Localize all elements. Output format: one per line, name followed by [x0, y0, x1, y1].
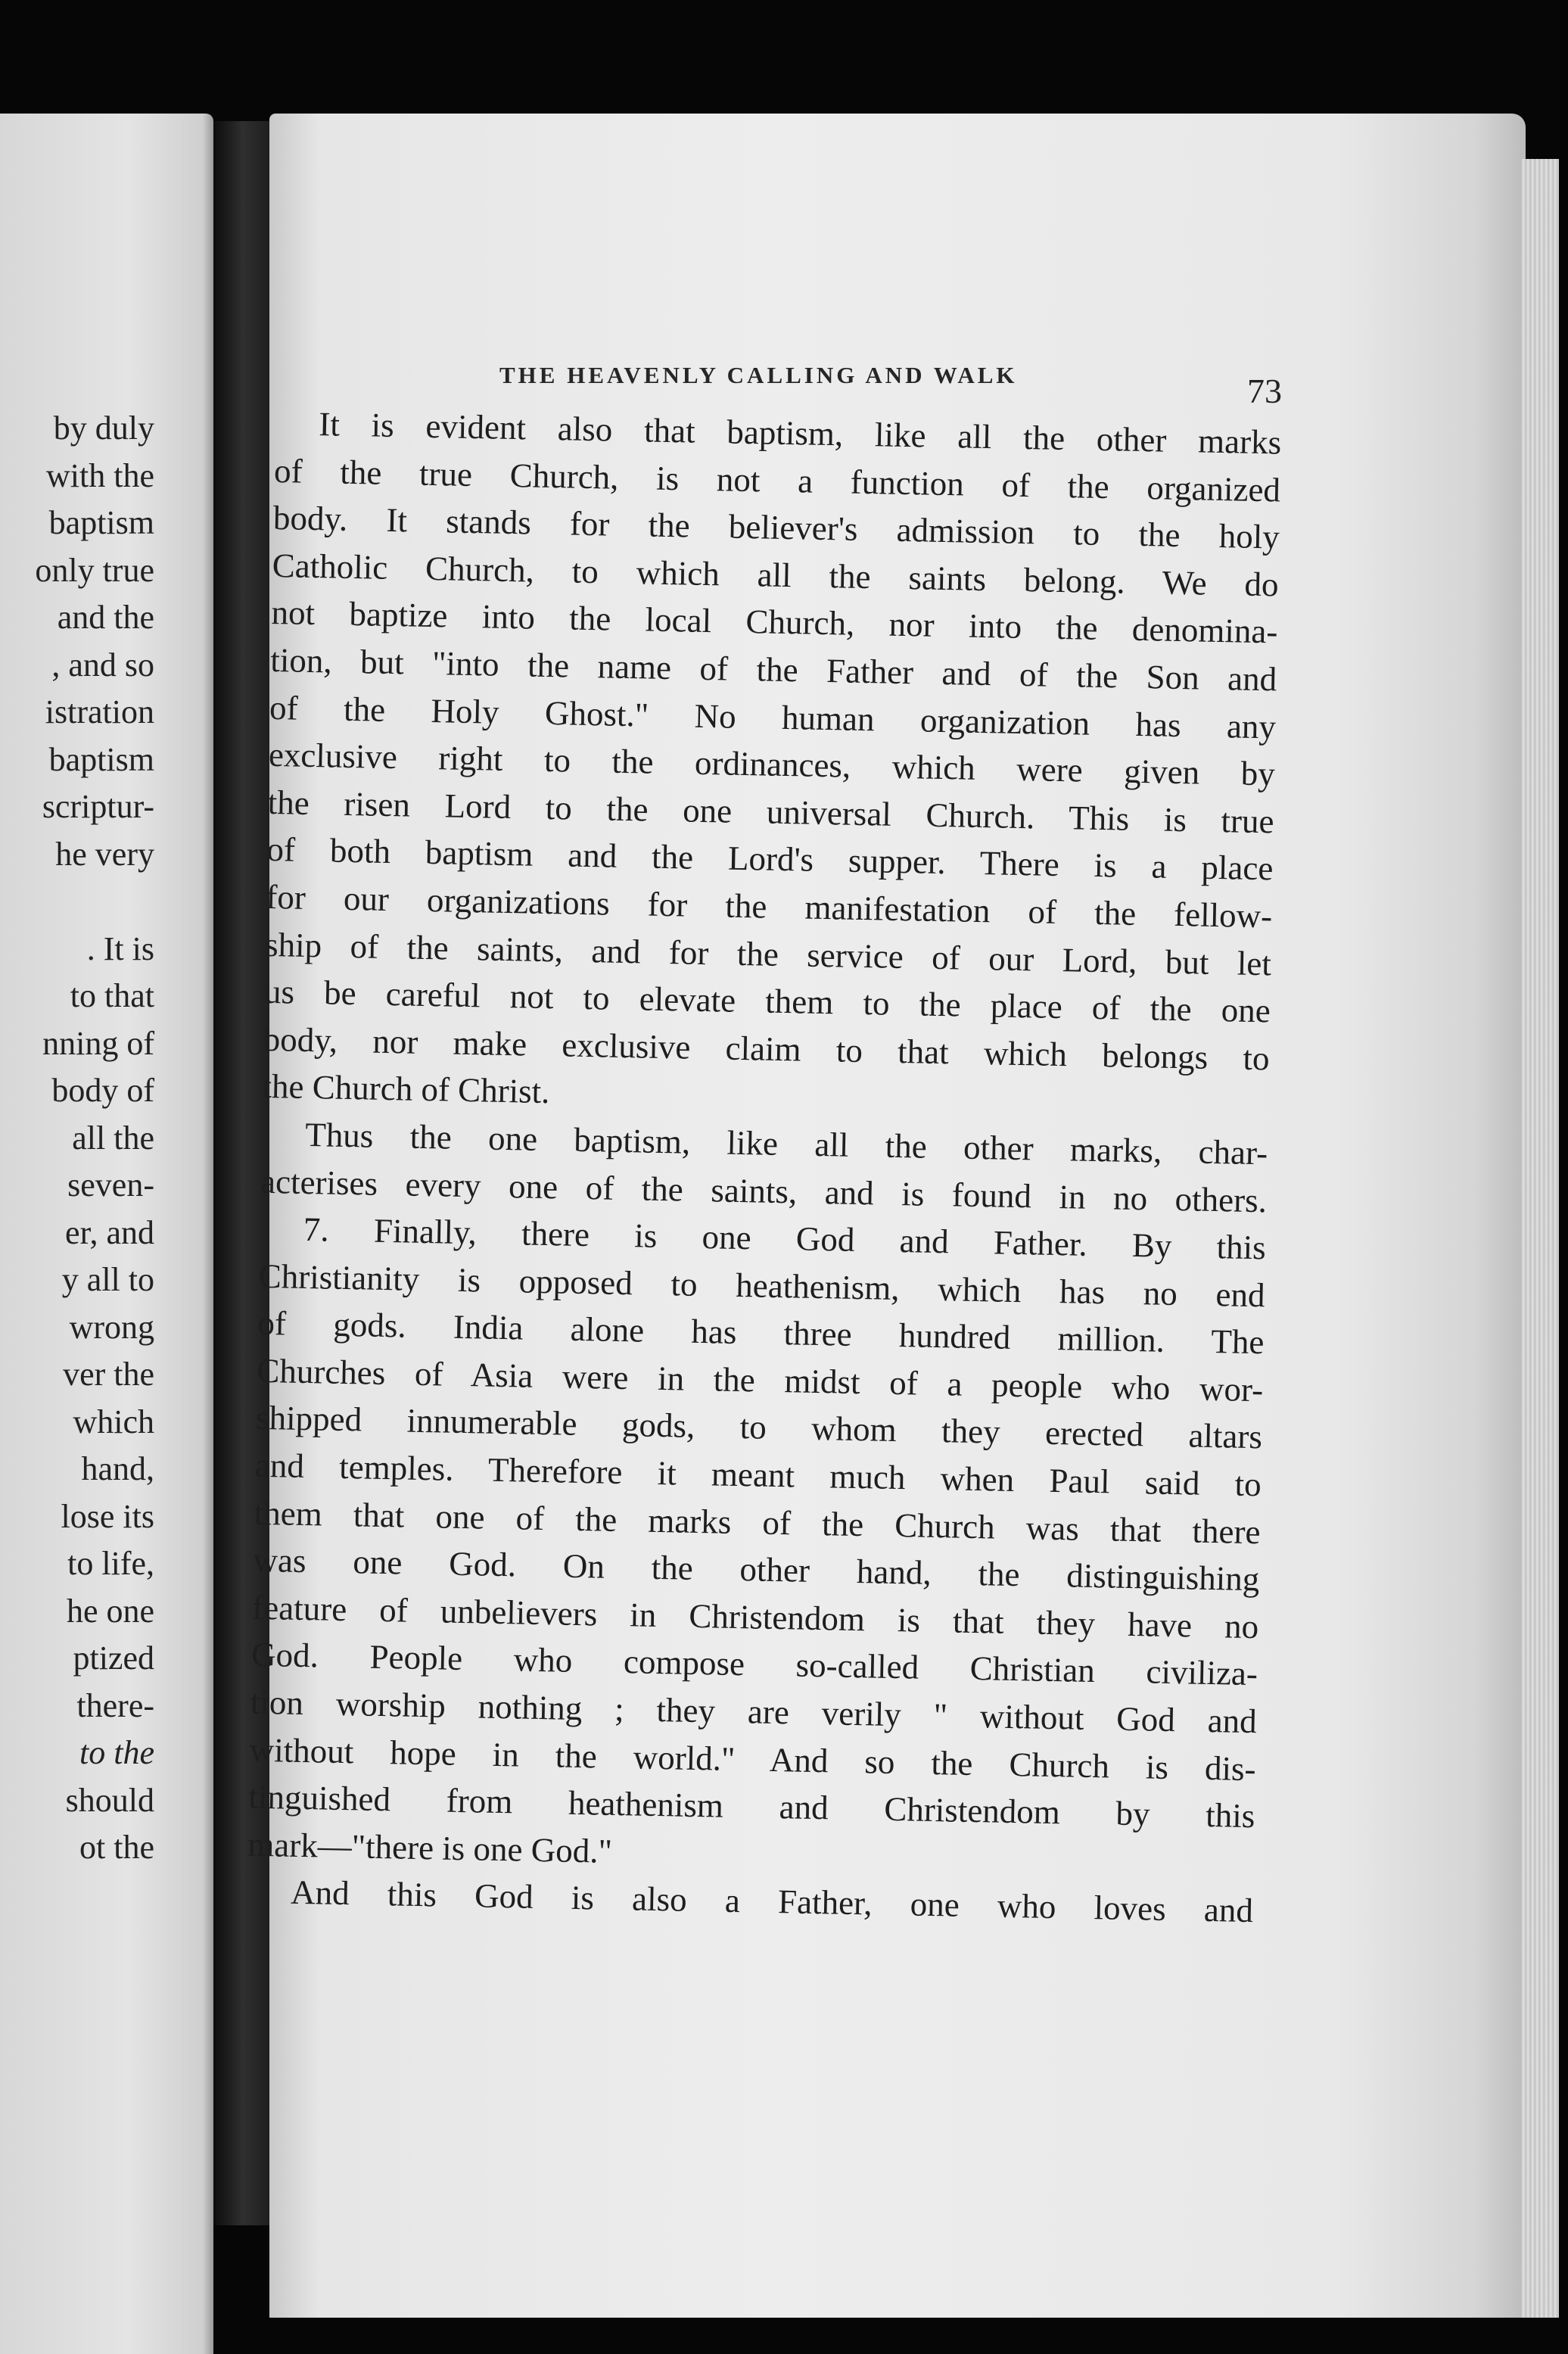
text-line: of both baptism and the Lord's supper. There is a place [266, 830, 1274, 888]
text-line: was one God. On the other hand, the distinguishing [253, 1540, 1260, 1599]
left-line: to the [79, 1734, 154, 1771]
text-line: body. It stands for the believer's admission to the holy [272, 499, 1280, 556]
text-line: of the Holy Ghost." No human organization has any [269, 688, 1277, 746]
left-line: lose its [61, 1497, 154, 1535]
text-line: them that one of the marks of the Church was that there [254, 1493, 1262, 1551]
left-line: nning of [42, 1024, 154, 1062]
text-line: mark—"there is one God." [247, 1825, 613, 1870]
text-line: Churches of Asia were in the midst of a people who wor- [256, 1351, 1264, 1409]
left-line: istration [45, 693, 154, 730]
left-line: ver the [63, 1356, 154, 1393]
left-line: and the [57, 599, 154, 636]
left-line: all the [72, 1119, 154, 1157]
text-line: Catholic Church, to which all the saints belong. We do [272, 546, 1280, 604]
text-line: and temples. Therefore it meant much when Paul said to [254, 1446, 1262, 1504]
text-line: And this God is also a Father, one who loves and [290, 1873, 1254, 1930]
left-line: ot the [79, 1829, 154, 1866]
text-line: tion worship nothing ; they are verily " without God and [250, 1683, 1258, 1741]
text-line: the Church of Christ. [262, 1067, 550, 1111]
body-text [247, 400, 1282, 1935]
text-line: the risen Lord to the one universal Church. This is true [267, 783, 1275, 841]
text-line: of the true Church, is not a function of the organized [273, 451, 1281, 509]
left-line: to life, [67, 1545, 154, 1582]
text-line: 7. Finally, there is one God and Father. By this [303, 1210, 1267, 1267]
left-page [0, 114, 213, 2354]
left-line: . It is [86, 929, 154, 967]
text-line: of gods. India alone has three hundred million. The [257, 1304, 1265, 1362]
text-line: feature of unbelievers in Christendom is that they have no [251, 1588, 1259, 1646]
left-line: hand, [81, 1450, 154, 1487]
text-line: tion, but "into the name of the Father and of the Son and [269, 640, 1277, 699]
text-line: body, nor make exclusive claim to that which belongs to [263, 1020, 1271, 1078]
left-line: he one [66, 1592, 154, 1630]
left-line: should [65, 1781, 154, 1819]
text-line: exclusive right to the ordinances, which were given by [268, 736, 1276, 793]
left-line: baptism [48, 504, 154, 541]
text-line: ship of the saints, and for the service of our Lord, but let [264, 925, 1272, 982]
left-line: seven- [67, 1166, 154, 1203]
text-line: acterises every one of the saints, and is found in no others. [260, 1162, 1268, 1219]
left-line: to that [70, 977, 154, 1014]
running-head: THE HEAVENLY CALLING AND WALK [499, 362, 1018, 388]
page-edge [1521, 159, 1559, 2318]
text-line: us be careful not to elevate them to the place of the one [263, 972, 1271, 1030]
left-line: scriptur- [42, 788, 154, 825]
left-line: body of [51, 1072, 154, 1109]
left-line: y all to [61, 1261, 154, 1298]
left-line: with the [46, 456, 154, 494]
left-line: there- [76, 1686, 154, 1724]
left-line [35, 878, 154, 926]
text-line: Thus the one baptism, like all the other marks, char- [304, 1115, 1268, 1172]
left-page-text [35, 405, 154, 1872]
text-line: shipped innumerable gods, to whom they erected altars [255, 1399, 1263, 1456]
left-line: wrong [69, 1308, 154, 1346]
text-line: Christianity is opposed to heathenism, which has no end [258, 1256, 1266, 1315]
text-line: not baptize into the local Church, nor into the denomina- [271, 593, 1278, 651]
text-line: for our organizations for the manifestation of the fellow- [265, 877, 1273, 936]
left-line: only true [35, 551, 154, 589]
page-number: 73 [1247, 372, 1282, 410]
left-line: ptized [73, 1639, 154, 1677]
left-line: he very [55, 835, 154, 873]
text-line: It is evident also that baptism, like all the other marks [318, 405, 1282, 462]
left-line: baptism [48, 740, 154, 778]
left-line: by duly [53, 409, 154, 447]
text-line: without hope in the world." And so the Church is dis- [249, 1730, 1256, 1788]
text-line: tinguished from heathenism and Christendom by this [248, 1777, 1255, 1836]
left-line: which [73, 1403, 154, 1440]
left-line: , and so [51, 646, 154, 683]
left-line: er, and [65, 1213, 154, 1251]
text-line: God. People who compose so-called Christian civiliza- [250, 1636, 1258, 1693]
